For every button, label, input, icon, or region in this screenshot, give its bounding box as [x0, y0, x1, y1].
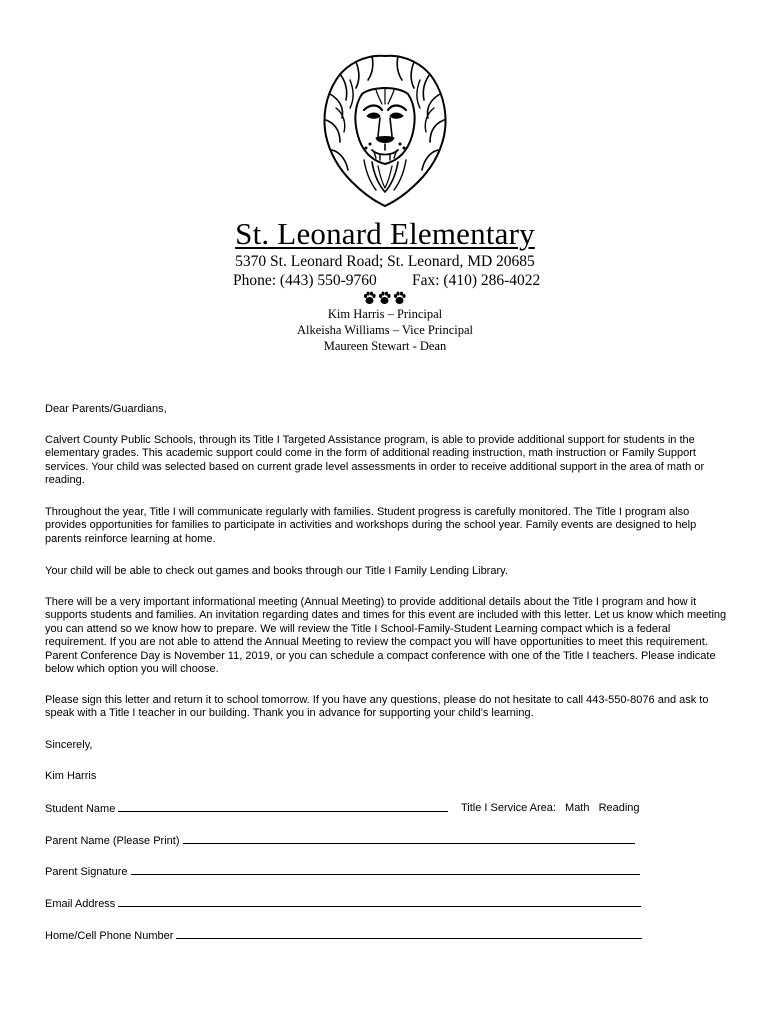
school-fax: Fax: (410) 286-4022 [412, 272, 541, 289]
parent-signature-label: Parent Signature [45, 866, 128, 878]
parent-signature-field[interactable] [131, 864, 640, 875]
parent-name-label: Parent Name (Please Print) [45, 835, 180, 847]
paragraph-annual-meeting: There will be a very important informational meeting (Annual Meeting) to provide additional details about the Title I program and how it supports students and families. An invitation regarding dates and times for this event are included with this letter. Let us know which meeting you can attend so we know how to prepare. We will review the Title I School-Family-Student Learning compact which is a federal requirement. If you are not able to attend the Annual Meeting to review the compact you will have opportunities to meet this requirement. Parent Conference Day is November 11, 2019, or you can schedule a compact conference with one of the Title I teachers. Please indicate below which option you will choose. [45, 596, 727, 676]
email-row [45, 896, 641, 911]
signer-name: Kim Harris [45, 770, 97, 782]
phone-label: Home/Cell Phone Number [45, 930, 174, 942]
closing: Sincerely, [45, 739, 93, 751]
parent-name-row [45, 833, 635, 848]
service-option-reading[interactable]: Reading [598, 802, 640, 814]
service-option-math[interactable]: Math [565, 802, 590, 814]
service-area [461, 801, 646, 815]
school-name: St. Leonard Elementary [235, 216, 535, 251]
email-field[interactable] [118, 896, 641, 907]
vice-principal-name: Alkeisha Williams – Vice Principal [296, 323, 474, 337]
parent-signature-row [45, 864, 640, 879]
email-label: Email Address [45, 898, 116, 910]
paragraph-return-letter: Please sign this letter and return it to school tomorrow. If you have any questions, please do not hesitate to call 443-550-8076 and ask to speak with a Title I teacher in our building. Thank you in advance for supporting your child's learning. [45, 694, 709, 720]
principal-name: Kim Harris – Principal [327, 307, 443, 321]
lion-logo-icon [316, 50, 454, 208]
student-name-row [45, 801, 448, 816]
parent-name-field[interactable] [183, 833, 635, 844]
dean-name: Maureen Stewart - Dean [323, 339, 447, 353]
student-name-label: Student Name [45, 803, 116, 815]
school-phone: Phone: (443) 550-9760 [233, 272, 377, 289]
paw-prints-icon [362, 291, 408, 305]
student-name-field[interactable] [118, 801, 448, 812]
paragraph-program-intro: Calvert County Public Schools, through its Title I Targeted Assistance program, is able to provide additional support for students in the elementary grades. This academic support could come in the form of additional reading instruction, math instruction or Family Support services. Your child was selected based on current grade level assessments in order to receive additional support in the area of math or reading. [45, 434, 705, 487]
paragraph-communication: Throughout the year, Title I will communicate regularly with families. Student progress is carefully monitored. The Title I program also provides opportunities for families to participate in activities and workshops during the school year. Family events are designed to help parents reinforce learning at home. [45, 506, 697, 545]
paragraph-lending-library: Your child will be able to check out games and books through our Title I Family Lending Library. [45, 565, 508, 577]
school-address: 5370 St. Leonard Road; St. Leonard, MD 20685 [235, 253, 535, 270]
phone-field[interactable] [176, 928, 642, 939]
service-area-label: Title I Service Area: [461, 802, 556, 814]
phone-row [45, 928, 642, 943]
salutation: Dear Parents/Guardians, [45, 403, 167, 415]
